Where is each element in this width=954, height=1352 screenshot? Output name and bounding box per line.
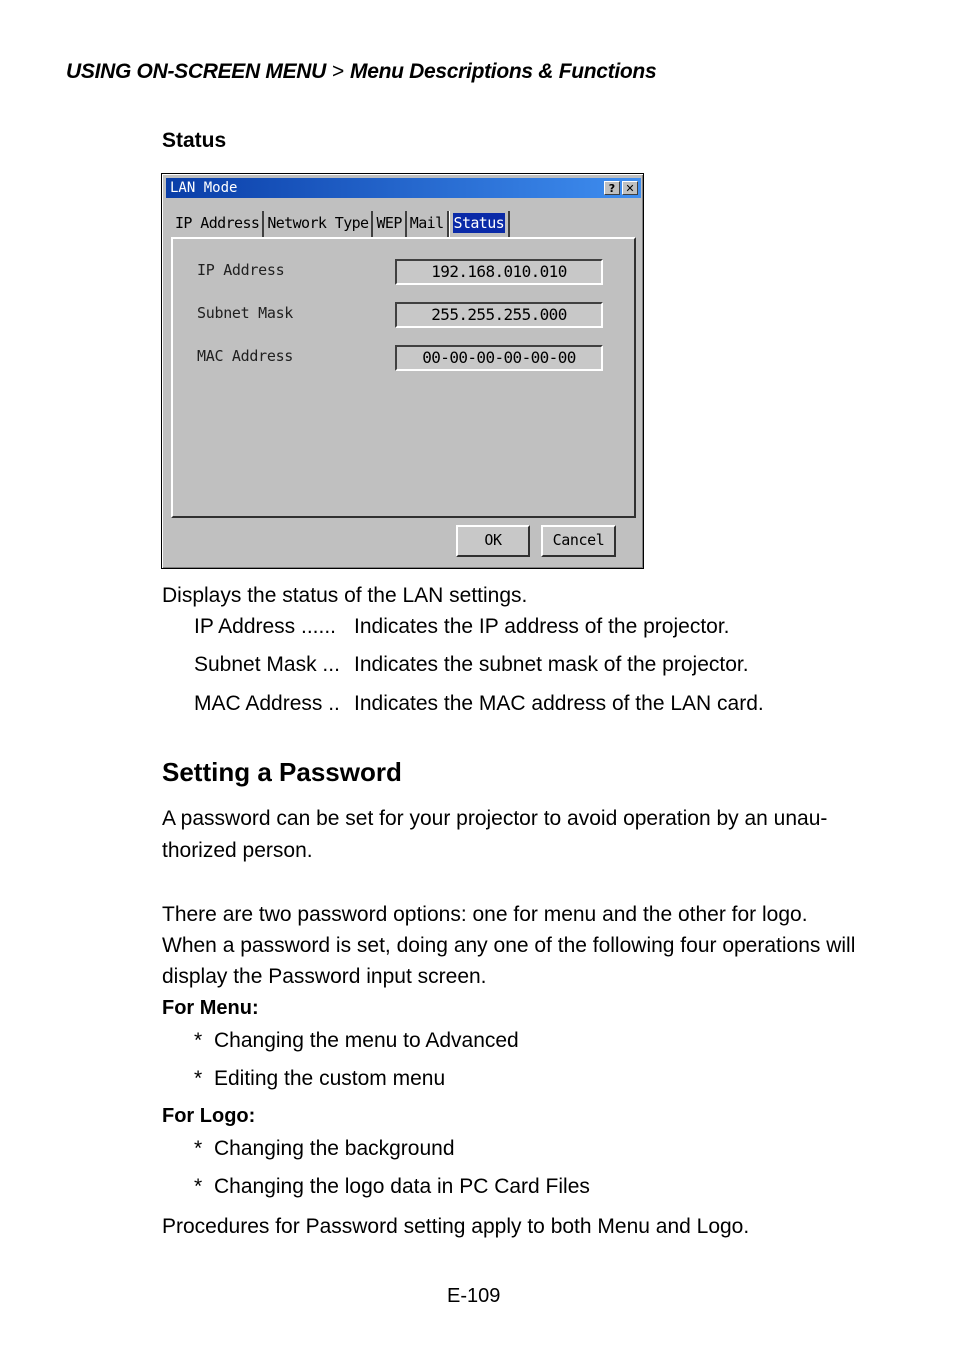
tab-ip-address[interactable]: IP Address bbox=[172, 211, 264, 237]
dialog-tabs bbox=[172, 211, 510, 237]
subnet-mask-field: 255.255.255.000 bbox=[395, 302, 603, 328]
tab-status[interactable]: Status bbox=[449, 211, 511, 237]
desc-row-subnet bbox=[194, 653, 749, 677]
breadcrumb-section: USING ON-SCREEN MENU bbox=[66, 60, 327, 83]
breadcrumb-subsection: Menu Descriptions & Functions bbox=[350, 60, 657, 83]
ok-button[interactable]: OK bbox=[456, 525, 530, 557]
password-para1-line1: A password can be set for your projector to avoid operation by an unau- bbox=[162, 807, 828, 830]
dialog-titlebar bbox=[166, 178, 641, 198]
close-button[interactable]: ✕ bbox=[622, 181, 638, 195]
list-item: * Changing the menu to Advanced bbox=[194, 1029, 519, 1052]
desc-text: Indicates the subnet mask of the projector. bbox=[354, 653, 749, 676]
desc-term: MAC Address .. bbox=[194, 692, 340, 715]
desc-row-mac bbox=[194, 692, 764, 716]
mac-address-label: MAC Address bbox=[197, 347, 294, 365]
desc-text: Indicates the IP address of the projector. bbox=[354, 615, 730, 638]
ip-address-label: IP Address bbox=[197, 261, 285, 279]
subnet-mask-label: Subnet Mask bbox=[197, 304, 294, 322]
status-section-label: Status bbox=[162, 129, 227, 152]
page-number: E-109 bbox=[447, 1285, 501, 1307]
password-para2-line1: There are two password options: one for menu and the other for logo. bbox=[162, 903, 808, 926]
breadcrumb bbox=[66, 60, 656, 84]
tab-network-type[interactable]: Network Type bbox=[264, 211, 373, 237]
desc-term: IP Address ...... bbox=[194, 615, 337, 638]
list-item: * Changing the logo data in PC Card Files bbox=[194, 1175, 590, 1198]
password-heading: Setting a Password bbox=[162, 757, 402, 787]
list-item: * Changing the background bbox=[194, 1137, 455, 1160]
help-button[interactable]: ? bbox=[604, 181, 620, 195]
password-para2-line2: When a password is set, doing any one of the following four operations will bbox=[162, 934, 856, 957]
dialog-title: LAN Mode bbox=[170, 180, 238, 196]
desc-text: Indicates the MAC address of the LAN card. bbox=[354, 692, 764, 715]
cancel-button[interactable]: Cancel bbox=[541, 525, 616, 557]
ip-address-field: 192.168.010.010 bbox=[395, 259, 603, 285]
list-item: * Editing the custom menu bbox=[194, 1067, 446, 1090]
status-panel bbox=[171, 237, 636, 518]
tab-mail[interactable]: Mail bbox=[407, 211, 449, 237]
status-intro: Displays the status of the LAN settings. bbox=[162, 584, 528, 607]
desc-row-ip bbox=[194, 615, 730, 639]
for-menu-heading: For Menu: bbox=[162, 997, 259, 1019]
password-para1-line2: thorized person. bbox=[162, 839, 313, 862]
lan-mode-dialog bbox=[161, 173, 644, 569]
for-logo-heading: For Logo: bbox=[162, 1105, 256, 1127]
password-para2-line3: display the Password input screen. bbox=[162, 965, 487, 988]
mac-address-field: 00-00-00-00-00-00 bbox=[395, 345, 603, 371]
tab-wep[interactable]: WEP bbox=[373, 211, 406, 237]
password-closing: Procedures for Password setting apply to both Menu and Logo. bbox=[162, 1215, 750, 1238]
breadcrumb-separator: > bbox=[332, 60, 344, 83]
desc-term: Subnet Mask ... bbox=[194, 653, 340, 676]
